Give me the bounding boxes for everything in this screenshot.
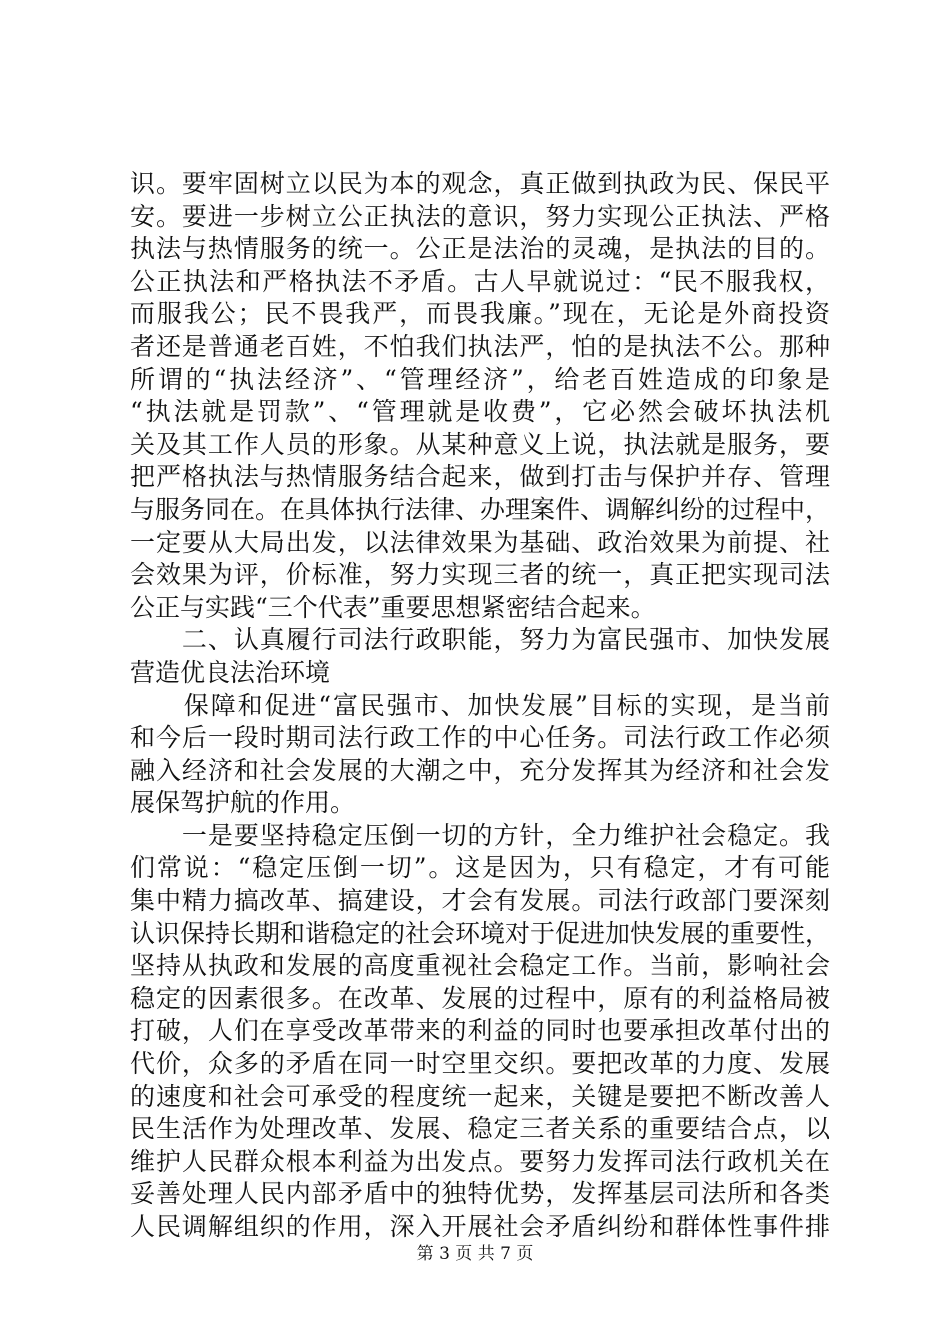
text-line: 关及其工作人员的形象。从某种意义上说，执法就是服务，要 xyxy=(130,429,830,459)
text-line: 和今后一段时期司法行政工作的中心任务。司法行政工作必须 xyxy=(130,723,830,753)
text-line: 代价，众多的矛盾在同一时空里交织。要把改革的力度、发展 xyxy=(130,1049,830,1079)
text-line: 而服我公；民不畏我严，而畏我廉。”现在，无论是外商投资 xyxy=(130,299,830,329)
text-line: 一是要坚持稳定压倒一切的方针，全力维护社会稳定。我 xyxy=(130,820,830,850)
page-footer xyxy=(0,1244,950,1264)
text-line: 维护人民群众根本利益为出发点。要努力发挥司法行政机关在 xyxy=(130,1146,830,1176)
text-line: 打破，人们在享受改革带来的利益的同时也要承担改革付出的 xyxy=(130,1016,830,1046)
text-line: 把严格执法与热情服务结合起来，做到打击与保护并存、管理 xyxy=(130,462,830,492)
text-line: 二、认真履行司法行政职能，努力为富民强市、加快发展 xyxy=(130,625,830,655)
text-line: 展保驾护航的作用。 xyxy=(130,788,356,818)
text-line: 营造优良法治环境 xyxy=(130,657,331,687)
text-line: “执法就是罚款”、“管理就是收费”，它必然会破坏执法机 xyxy=(130,397,830,427)
text-line: 保障和促进“富民强市、加快发展”目标的实现，是当前 xyxy=(130,690,830,720)
text-line: 认识保持长期和谐稳定的社会环境对于促进加快发展的重要性， xyxy=(130,918,831,948)
text-line: 妥善处理人民内部矛盾中的独特优势，发挥基层司法所和各类 xyxy=(130,1179,830,1209)
text-line: 安。要进一步树立公正执法的意识，努力实现公正执法、严格 xyxy=(130,201,830,231)
text-line: 坚持从执政和发展的高度重视社会稳定工作。当前，影响社会 xyxy=(130,951,830,981)
text-line: 人民调解组织的作用，深入开展社会矛盾纠纷和群体性事件排 xyxy=(130,1212,830,1241)
text-line: 民生活作为处理改革、发展、稳定三者关系的重要结合点，以 xyxy=(130,1114,830,1144)
text-line: 与服务同在。在具体执行法律、办理案件、调解纠纷的过程中， xyxy=(130,494,831,524)
text-line: 稳定的因素很多。在改革、发展的过程中，原有的利益格局被 xyxy=(130,983,830,1013)
text-line: 们常说：“稳定压倒一切”。这是因为，只有稳定，才有可能 xyxy=(130,853,830,883)
text-line: 所谓的“执法经济”、“管理经济”，给老百姓造成的印象是 xyxy=(130,364,830,394)
document-body xyxy=(130,168,830,1244)
text-line: 执法与热情服务的统一。公正是法治的灵魂，是执法的目的。 xyxy=(130,234,830,264)
text-line: 的速度和社会可承受的程度统一起来，关键是要把不断改善人 xyxy=(130,1081,830,1111)
text-line: 公正与实践“三个代表”重要思想紧密结合起来。 xyxy=(130,592,656,622)
text-line: 融入经济和社会发展的大潮之中，充分发挥其为经济和社会发 xyxy=(130,755,830,785)
text-line: 公正执法和严格执法不矛盾。古人早就说过：“民不服我权， xyxy=(130,266,830,296)
page-number-label: 第 3 页 共 7 页 xyxy=(416,1244,534,1264)
text-line: 一定要从大局出发，以法律效果为基础、政治效果为前提、社 xyxy=(130,527,830,557)
text-line: 者还是普通老百姓，不怕我们执法严，怕的是执法不公。那种 xyxy=(130,331,830,361)
text-line: 集中精力搞改革、搞建设，才会有发展。司法行政部门要深刻 xyxy=(130,886,830,916)
text-line: 会效果为评，价标准，努力实现三者的统一，真正把实现司法 xyxy=(130,560,830,590)
text-line: 识。要牢固树立以民为本的观念，真正做到执政为民、保民平 xyxy=(130,169,830,198)
